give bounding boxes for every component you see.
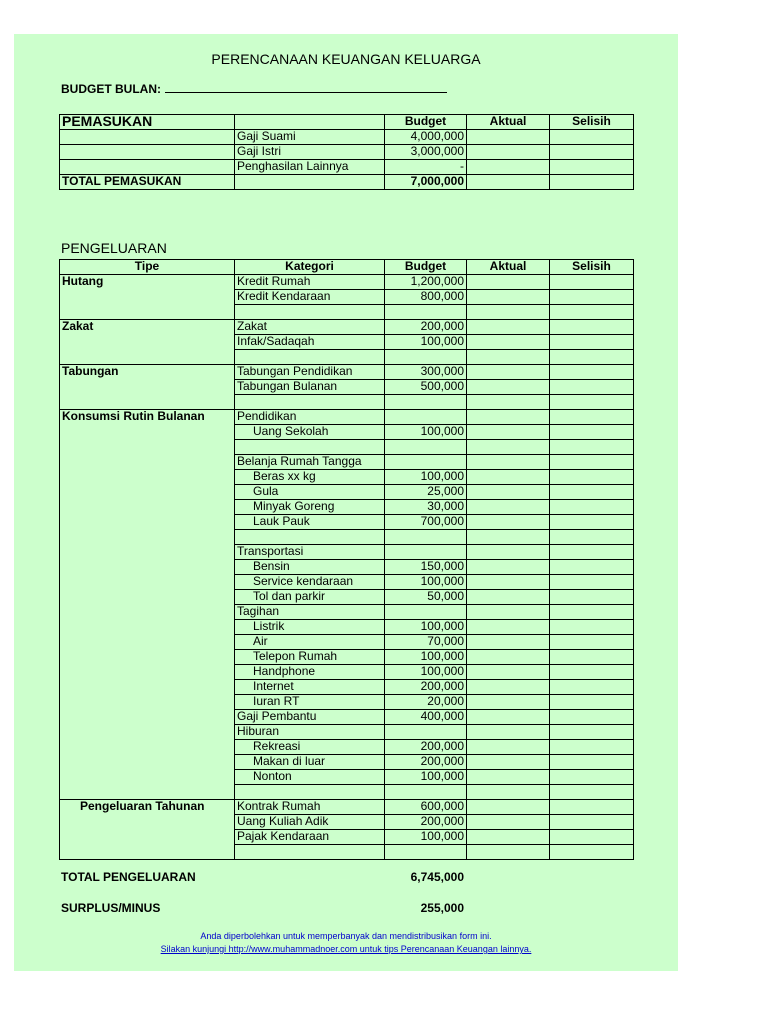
expense-type-cell <box>60 740 235 755</box>
expense-category-cell <box>235 785 385 800</box>
expense-budget-cell: 200,000 <box>385 320 467 335</box>
expense-type-cell <box>60 680 235 695</box>
expense-row <box>60 770 634 785</box>
income-difference-cell[interactable] <box>550 130 634 145</box>
budget-month-field <box>61 82 447 96</box>
expense-actual-cell[interactable] <box>467 815 550 830</box>
expense-category-cell: Kredit Kendaraan <box>235 290 385 305</box>
expense-type-cell <box>60 545 235 560</box>
income-category-cell: Penghasilan Lainnya <box>235 160 385 175</box>
expense-actual-cell[interactable] <box>467 560 550 575</box>
expense-type-cell: Tabungan <box>60 365 235 380</box>
expense-budget-cell: 700,000 <box>385 515 467 530</box>
expense-row <box>60 710 634 725</box>
expense-type-cell <box>60 755 235 770</box>
page-title: PERENCANAAN KEUANGAN KELUARGA <box>211 51 481 67</box>
expense-type-cell <box>60 605 235 620</box>
expense-budget-cell: 300,000 <box>385 365 467 380</box>
expense-budget-cell <box>385 455 467 470</box>
total-expenses-label: TOTAL PENGELUARAN <box>61 870 196 884</box>
expense-row <box>60 560 634 575</box>
expense-category-cell <box>235 440 385 455</box>
expense-row <box>60 365 634 380</box>
income-type-cell <box>60 130 235 145</box>
expense-difference-cell[interactable] <box>550 530 634 545</box>
expense-budget-cell: 50,000 <box>385 590 467 605</box>
surplus-label: SURPLUS/MINUS <box>61 901 161 915</box>
expense-budget-cell <box>385 440 467 455</box>
expenses-header-cell: Budget <box>385 260 467 275</box>
expense-budget-cell <box>385 725 467 740</box>
expense-actual-cell[interactable] <box>467 635 550 650</box>
expense-category-cell: Minyak Goreng <box>235 500 385 515</box>
income-total-difference-cell[interactable] <box>550 175 634 190</box>
expense-type-cell <box>60 845 235 860</box>
expense-category-cell: Rekreasi <box>235 740 385 755</box>
expense-category-cell: Transportasi <box>235 545 385 560</box>
expense-category-cell: Uang Kuliah Adik <box>235 815 385 830</box>
expense-row <box>60 350 634 365</box>
income-type-cell <box>60 160 235 175</box>
expense-budget-cell: 25,000 <box>385 485 467 500</box>
expense-type-cell <box>60 815 235 830</box>
expense-budget-cell: 70,000 <box>385 635 467 650</box>
expense-actual-cell[interactable] <box>467 665 550 680</box>
expense-budget-cell <box>385 605 467 620</box>
expense-category-cell: Nonton <box>235 770 385 785</box>
expenses-header-row <box>60 260 634 275</box>
expense-row <box>60 305 634 320</box>
expense-row <box>60 575 634 590</box>
expense-category-cell: Beras xx kg <box>235 470 385 485</box>
expense-actual-cell[interactable] <box>467 755 550 770</box>
expense-category-cell: Infak/Sadaqah <box>235 335 385 350</box>
income-difference-cell[interactable] <box>550 145 634 160</box>
expense-type-cell <box>60 515 235 530</box>
expense-category-cell: Hiburan <box>235 725 385 740</box>
distribution-note: Anda diperbolehkan untuk memperbanyak dan mendistribusikan form ini. <box>200 931 492 941</box>
expense-difference-cell[interactable] <box>550 350 634 365</box>
expense-category-cell: Handphone <box>235 665 385 680</box>
expense-category-cell: Air <box>235 635 385 650</box>
expense-difference-cell[interactable] <box>550 470 634 485</box>
income-header-cell: PEMASUKAN <box>60 115 235 130</box>
expense-actual-cell[interactable] <box>467 425 550 440</box>
expense-actual-cell[interactable] <box>467 650 550 665</box>
expense-row <box>60 335 634 350</box>
expense-actual-cell[interactable] <box>467 605 550 620</box>
expense-row <box>60 680 634 695</box>
expense-difference-cell[interactable] <box>550 365 634 380</box>
expense-row <box>60 530 634 545</box>
expense-actual-cell[interactable] <box>467 845 550 860</box>
budget-month-label: BUDGET BULAN: <box>61 82 161 96</box>
expenses-section-title: PENGELUARAN <box>61 240 167 256</box>
expense-actual-cell[interactable] <box>467 575 550 590</box>
expense-type-cell <box>60 380 235 395</box>
expense-category-cell: Tabungan Pendidikan <box>235 365 385 380</box>
expense-difference-cell[interactable] <box>550 275 634 290</box>
income-actual-cell[interactable] <box>467 145 550 160</box>
expense-type-cell <box>60 305 235 320</box>
income-total-row <box>60 175 634 190</box>
expense-type-cell <box>60 470 235 485</box>
expense-type-cell <box>60 350 235 365</box>
expense-budget-cell: 100,000 <box>385 665 467 680</box>
expense-actual-cell[interactable] <box>467 410 550 425</box>
expense-actual-cell[interactable] <box>467 590 550 605</box>
expense-row <box>60 695 634 710</box>
expense-row <box>60 740 634 755</box>
expense-category-cell: Kredit Rumah <box>235 275 385 290</box>
expense-actual-cell[interactable] <box>467 770 550 785</box>
expense-budget-cell: 600,000 <box>385 800 467 815</box>
expense-difference-cell[interactable] <box>550 770 634 785</box>
expense-actual-cell[interactable] <box>467 290 550 305</box>
expense-budget-cell: 200,000 <box>385 740 467 755</box>
expense-difference-cell[interactable] <box>550 635 634 650</box>
expense-actual-cell[interactable] <box>467 515 550 530</box>
expense-budget-cell: 1,200,000 <box>385 275 467 290</box>
expense-category-cell: Kontrak Rumah <box>235 800 385 815</box>
expense-budget-cell: 100,000 <box>385 335 467 350</box>
income-row <box>60 145 634 160</box>
expense-actual-cell[interactable] <box>467 440 550 455</box>
expense-budget-cell <box>385 545 467 560</box>
expense-difference-cell[interactable] <box>550 590 634 605</box>
expense-budget-cell: 100,000 <box>385 425 467 440</box>
expense-row <box>60 410 634 425</box>
expense-difference-cell[interactable] <box>550 500 634 515</box>
expense-row <box>60 485 634 500</box>
expense-category-cell: Tagihan <box>235 605 385 620</box>
budget-month-blank-line <box>165 82 447 93</box>
income-budget-cell: 4,000,000 <box>385 130 467 145</box>
expense-budget-cell: 100,000 <box>385 620 467 635</box>
expense-difference-cell[interactable] <box>550 305 634 320</box>
income-total-empty-cell <box>235 175 385 190</box>
expenses-table <box>59 259 634 860</box>
income-header-cell: Budget <box>385 115 467 130</box>
income-difference-cell[interactable] <box>550 160 634 175</box>
expense-difference-cell[interactable] <box>550 545 634 560</box>
expense-category-cell <box>235 350 385 365</box>
expense-type-cell <box>60 725 235 740</box>
expense-row <box>60 515 634 530</box>
expense-actual-cell[interactable] <box>467 695 550 710</box>
expense-budget-cell: 20,000 <box>385 695 467 710</box>
expense-difference-cell[interactable] <box>550 440 634 455</box>
expense-actual-cell[interactable] <box>467 620 550 635</box>
expense-category-cell: Gaji Pembantu <box>235 710 385 725</box>
expense-difference-cell[interactable] <box>550 485 634 500</box>
expense-category-cell: Makan di luar <box>235 755 385 770</box>
income-row <box>60 160 634 175</box>
expense-type-cell <box>60 485 235 500</box>
expense-category-cell <box>235 305 385 320</box>
expense-budget-cell <box>385 305 467 320</box>
expense-actual-cell[interactable] <box>467 800 550 815</box>
expense-row <box>60 500 634 515</box>
expense-row <box>60 320 634 335</box>
expense-budget-cell: 200,000 <box>385 680 467 695</box>
expense-category-cell: Pendidikan <box>235 410 385 425</box>
expense-row <box>60 845 634 860</box>
expense-actual-cell[interactable] <box>467 320 550 335</box>
expense-difference-cell[interactable] <box>550 380 634 395</box>
expense-type-cell <box>60 335 235 350</box>
expense-budget-cell: 500,000 <box>385 380 467 395</box>
expense-budget-cell: 30,000 <box>385 500 467 515</box>
expense-budget-cell <box>385 350 467 365</box>
expense-type-cell <box>60 590 235 605</box>
expense-budget-cell: 100,000 <box>385 770 467 785</box>
expense-category-cell: Gula <box>235 485 385 500</box>
income-actual-cell[interactable] <box>467 130 550 145</box>
expense-budget-cell <box>385 530 467 545</box>
expense-type-cell <box>60 650 235 665</box>
expense-type-cell <box>60 770 235 785</box>
expense-difference-cell[interactable] <box>550 605 634 620</box>
expense-actual-cell[interactable] <box>467 335 550 350</box>
expense-actual-cell[interactable] <box>467 455 550 470</box>
income-table <box>59 114 634 190</box>
expense-type-cell <box>60 785 235 800</box>
expense-type-cell <box>60 635 235 650</box>
expense-actual-cell[interactable] <box>467 740 550 755</box>
expense-actual-cell[interactable] <box>467 305 550 320</box>
expense-actual-cell[interactable] <box>467 395 550 410</box>
expense-type-cell <box>60 530 235 545</box>
income-category-cell: Gaji Istri <box>235 145 385 160</box>
expense-budget-cell: 100,000 <box>385 650 467 665</box>
expense-difference-cell[interactable] <box>550 815 634 830</box>
income-budget-cell: 3,000,000 <box>385 145 467 160</box>
expense-category-cell: Pajak Kendaraan <box>235 830 385 845</box>
income-category-cell: Gaji Suami <box>235 130 385 145</box>
expense-type-cell <box>60 395 235 410</box>
expense-row <box>60 455 634 470</box>
expense-type-cell: Konsumsi Rutin Bulanan <box>60 410 235 425</box>
expense-budget-cell <box>385 395 467 410</box>
expense-type-cell <box>60 500 235 515</box>
expense-category-cell <box>235 530 385 545</box>
income-total-label: TOTAL PEMASUKAN <box>60 175 235 190</box>
expense-row <box>60 395 634 410</box>
expense-type-cell <box>60 455 235 470</box>
income-budget-cell: - <box>385 160 467 175</box>
expense-category-cell: Tol dan parkir <box>235 590 385 605</box>
expense-budget-cell: 100,000 <box>385 830 467 845</box>
expense-budget-cell: 100,000 <box>385 575 467 590</box>
expense-actual-cell[interactable] <box>467 710 550 725</box>
expense-difference-cell[interactable] <box>550 725 634 740</box>
income-row <box>60 130 634 145</box>
expense-difference-cell[interactable] <box>550 830 634 845</box>
expense-budget-cell <box>385 845 467 860</box>
expense-category-cell <box>235 395 385 410</box>
expense-difference-cell[interactable] <box>550 425 634 440</box>
income-header-cell: Aktual <box>467 115 550 130</box>
expense-type-cell <box>60 575 235 590</box>
expense-difference-cell[interactable] <box>550 755 634 770</box>
expense-difference-cell[interactable] <box>550 575 634 590</box>
expense-type-cell <box>60 440 235 455</box>
expense-category-cell <box>235 845 385 860</box>
expense-actual-cell[interactable] <box>467 485 550 500</box>
expense-category-cell: Tabungan Bulanan <box>235 380 385 395</box>
expense-category-cell: Uang Sekolah <box>235 425 385 440</box>
expense-difference-cell[interactable] <box>550 410 634 425</box>
expense-actual-cell[interactable] <box>467 380 550 395</box>
income-total-actual-cell[interactable] <box>467 175 550 190</box>
expense-category-cell: Belanja Rumah Tangga <box>235 455 385 470</box>
expense-row <box>60 635 634 650</box>
expense-actual-cell[interactable] <box>467 785 550 800</box>
expense-budget-cell: 800,000 <box>385 290 467 305</box>
expense-budget-cell <box>385 785 467 800</box>
expense-category-cell: Listrik <box>235 620 385 635</box>
expense-actual-cell[interactable] <box>467 545 550 560</box>
expense-type-cell <box>60 425 235 440</box>
expense-budget-cell: 150,000 <box>385 560 467 575</box>
expenses-header-cell: Kategori <box>235 260 385 275</box>
expense-difference-cell[interactable] <box>550 680 634 695</box>
expense-actual-cell[interactable] <box>467 275 550 290</box>
website-link-note[interactable]: Silakan kunjungi http://www.muhammadnoer.com untuk tips Perencanaan Keuangan lainnya. <box>160 944 532 954</box>
expense-row <box>60 440 634 455</box>
income-header-cell: Selisih <box>550 115 634 130</box>
expense-actual-cell[interactable] <box>467 530 550 545</box>
expense-difference-cell[interactable] <box>550 290 634 305</box>
income-header-row <box>60 115 634 130</box>
expense-row <box>60 785 634 800</box>
expense-difference-cell[interactable] <box>550 800 634 815</box>
expense-row <box>60 605 634 620</box>
expense-row <box>60 755 634 770</box>
expense-row <box>60 800 634 815</box>
expense-type-cell <box>60 620 235 635</box>
expense-difference-cell[interactable] <box>550 785 634 800</box>
expense-row <box>60 665 634 680</box>
income-total-value: 7,000,000 <box>385 175 467 190</box>
expense-row <box>60 275 634 290</box>
expense-type-cell <box>60 695 235 710</box>
expense-category-cell: Bensin <box>235 560 385 575</box>
expense-category-cell: Telepon Rumah <box>235 650 385 665</box>
expense-type-cell <box>60 560 235 575</box>
expense-row <box>60 425 634 440</box>
expense-row <box>60 725 634 740</box>
income-type-cell <box>60 145 235 160</box>
expense-actual-cell[interactable] <box>467 365 550 380</box>
expense-category-cell: Service kendaraan <box>235 575 385 590</box>
income-actual-cell[interactable] <box>467 160 550 175</box>
expense-type-cell <box>60 290 235 305</box>
expense-row <box>60 290 634 305</box>
expense-row <box>60 470 634 485</box>
expense-category-cell: Lauk Pauk <box>235 515 385 530</box>
expense-category-cell: Zakat <box>235 320 385 335</box>
expense-type-cell: Zakat <box>60 320 235 335</box>
expense-budget-cell: 100,000 <box>385 470 467 485</box>
expenses-header-cell: Selisih <box>550 260 634 275</box>
expense-category-cell: Internet <box>235 680 385 695</box>
expense-difference-cell[interactable] <box>550 395 634 410</box>
expense-row <box>60 380 634 395</box>
expense-row <box>60 650 634 665</box>
expense-budget-cell: 200,000 <box>385 815 467 830</box>
expense-actual-cell[interactable] <box>467 725 550 740</box>
expense-difference-cell[interactable] <box>550 620 634 635</box>
expense-budget-cell: 200,000 <box>385 755 467 770</box>
expense-category-cell: Iuran RT <box>235 695 385 710</box>
expense-difference-cell[interactable] <box>550 650 634 665</box>
expense-difference-cell[interactable] <box>550 320 634 335</box>
expense-actual-cell[interactable] <box>467 470 550 485</box>
expense-difference-cell[interactable] <box>550 845 634 860</box>
expense-row <box>60 590 634 605</box>
surplus-value: 255,000 <box>420 901 464 915</box>
expense-difference-cell[interactable] <box>550 455 634 470</box>
expense-difference-cell[interactable] <box>550 665 634 680</box>
income-header-cell <box>235 115 385 130</box>
expense-difference-cell[interactable] <box>550 560 634 575</box>
expense-difference-cell[interactable] <box>550 740 634 755</box>
expense-type-cell <box>60 665 235 680</box>
expense-actual-cell[interactable] <box>467 350 550 365</box>
expense-row <box>60 545 634 560</box>
expense-budget-cell <box>385 410 467 425</box>
expenses-header-cell: Tipe <box>60 260 235 275</box>
expense-actual-cell[interactable] <box>467 680 550 695</box>
expenses-header-cell: Aktual <box>467 260 550 275</box>
expense-actual-cell[interactable] <box>467 500 550 515</box>
expense-type-cell: Hutang <box>60 275 235 290</box>
expense-type-cell: Pengeluaran Tahunan <box>60 800 235 815</box>
spreadsheet-page <box>14 34 678 971</box>
expense-budget-cell: 400,000 <box>385 710 467 725</box>
expense-actual-cell[interactable] <box>467 830 550 845</box>
expense-row <box>60 620 634 635</box>
expense-row <box>60 815 634 830</box>
expense-type-cell <box>60 710 235 725</box>
expense-type-cell <box>60 830 235 845</box>
expense-difference-cell[interactable] <box>550 515 634 530</box>
total-expenses-value: 6,745,000 <box>410 870 464 884</box>
expense-difference-cell[interactable] <box>550 695 634 710</box>
expense-row <box>60 830 634 845</box>
expense-difference-cell[interactable] <box>550 335 634 350</box>
expense-difference-cell[interactable] <box>550 710 634 725</box>
